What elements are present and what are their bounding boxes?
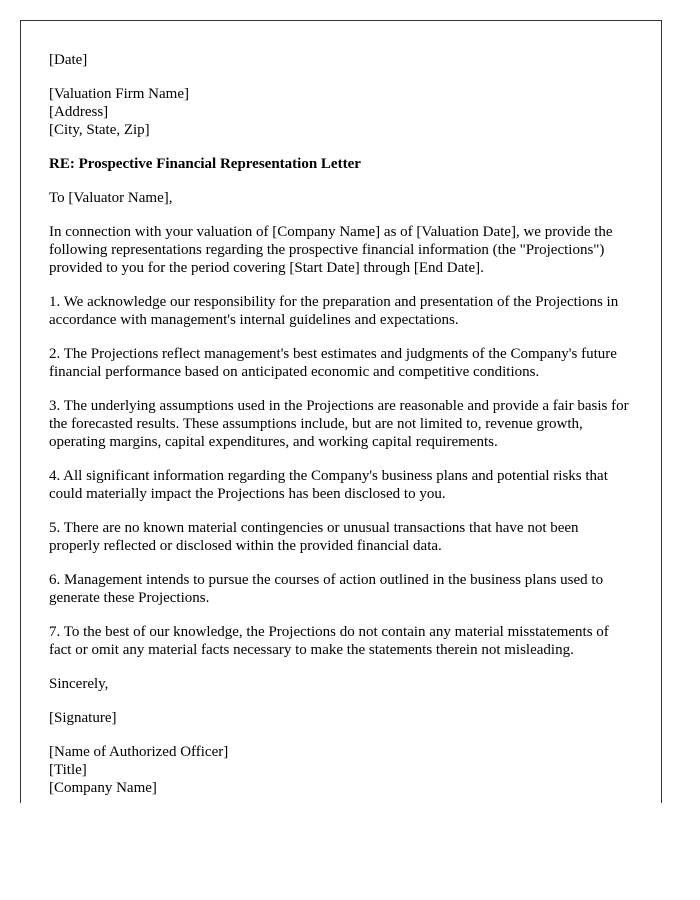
signer-company: [Company Name] <box>49 780 157 796</box>
intro-paragraph: In connection with your valuation of [Company Name] as of [Valuation Date], we provide the following representations regarding the prospective financial information (the "Projections") provided to you for the period covering [Start Date] through [End Date]. <box>49 224 613 276</box>
letter-page <box>20 20 662 803</box>
signer-name: [Name of Authorized Officer] <box>49 744 229 760</box>
representation-item: 7. To the best of our knowledge, the Projections do not contain any material misstatements of fact or omit any material facts necessary to make the statements therein not misleading. <box>49 624 609 658</box>
representation-item: 3. The underlying assumptions used in the Projections are reasonable and provide a fair basis for the forecasted results. These assumptions include, but are not limited to, revenue growth, operating margins, capital expenditures, and working capital requirements. <box>49 398 629 450</box>
signature-placeholder: [Signature] <box>49 710 117 726</box>
subject-line: RE: Prospective Financial Representation Letter <box>49 156 361 172</box>
closing: Sincerely, <box>49 676 109 692</box>
signer-block <box>49 743 633 797</box>
representation-item: 6. Management intends to pursue the courses of action outlined in the business plans used to generate these Projections. <box>49 572 604 606</box>
representation-item: 4. All significant information regarding the Company's business plans and potential risks that could materially impact the Projections has been disclosed to you. <box>49 468 608 502</box>
recipient-block <box>49 85 633 139</box>
representation-item: 2. The Projections reflect management's best estimates and judgments of the Company's future financial performance based on anticipated economic and competitive conditions. <box>49 346 617 380</box>
salutation: To [Valuator Name], <box>49 190 173 206</box>
signer-title: [Title] <box>49 762 87 778</box>
recipient-address: [Address] <box>49 104 109 120</box>
recipient-city: [City, State, Zip] <box>49 122 150 138</box>
date: [Date] <box>49 52 88 68</box>
recipient-firm: [Valuation Firm Name] <box>49 86 189 102</box>
representation-item: 1. We acknowledge our responsibility for the preparation and presentation of the Projections in accordance with management's internal guidelines and expectations. <box>49 294 619 328</box>
representation-item: 5. There are no known material contingencies or unusual transactions that have not been properly reflected or disclosed within the provided financial data. <box>49 520 579 554</box>
